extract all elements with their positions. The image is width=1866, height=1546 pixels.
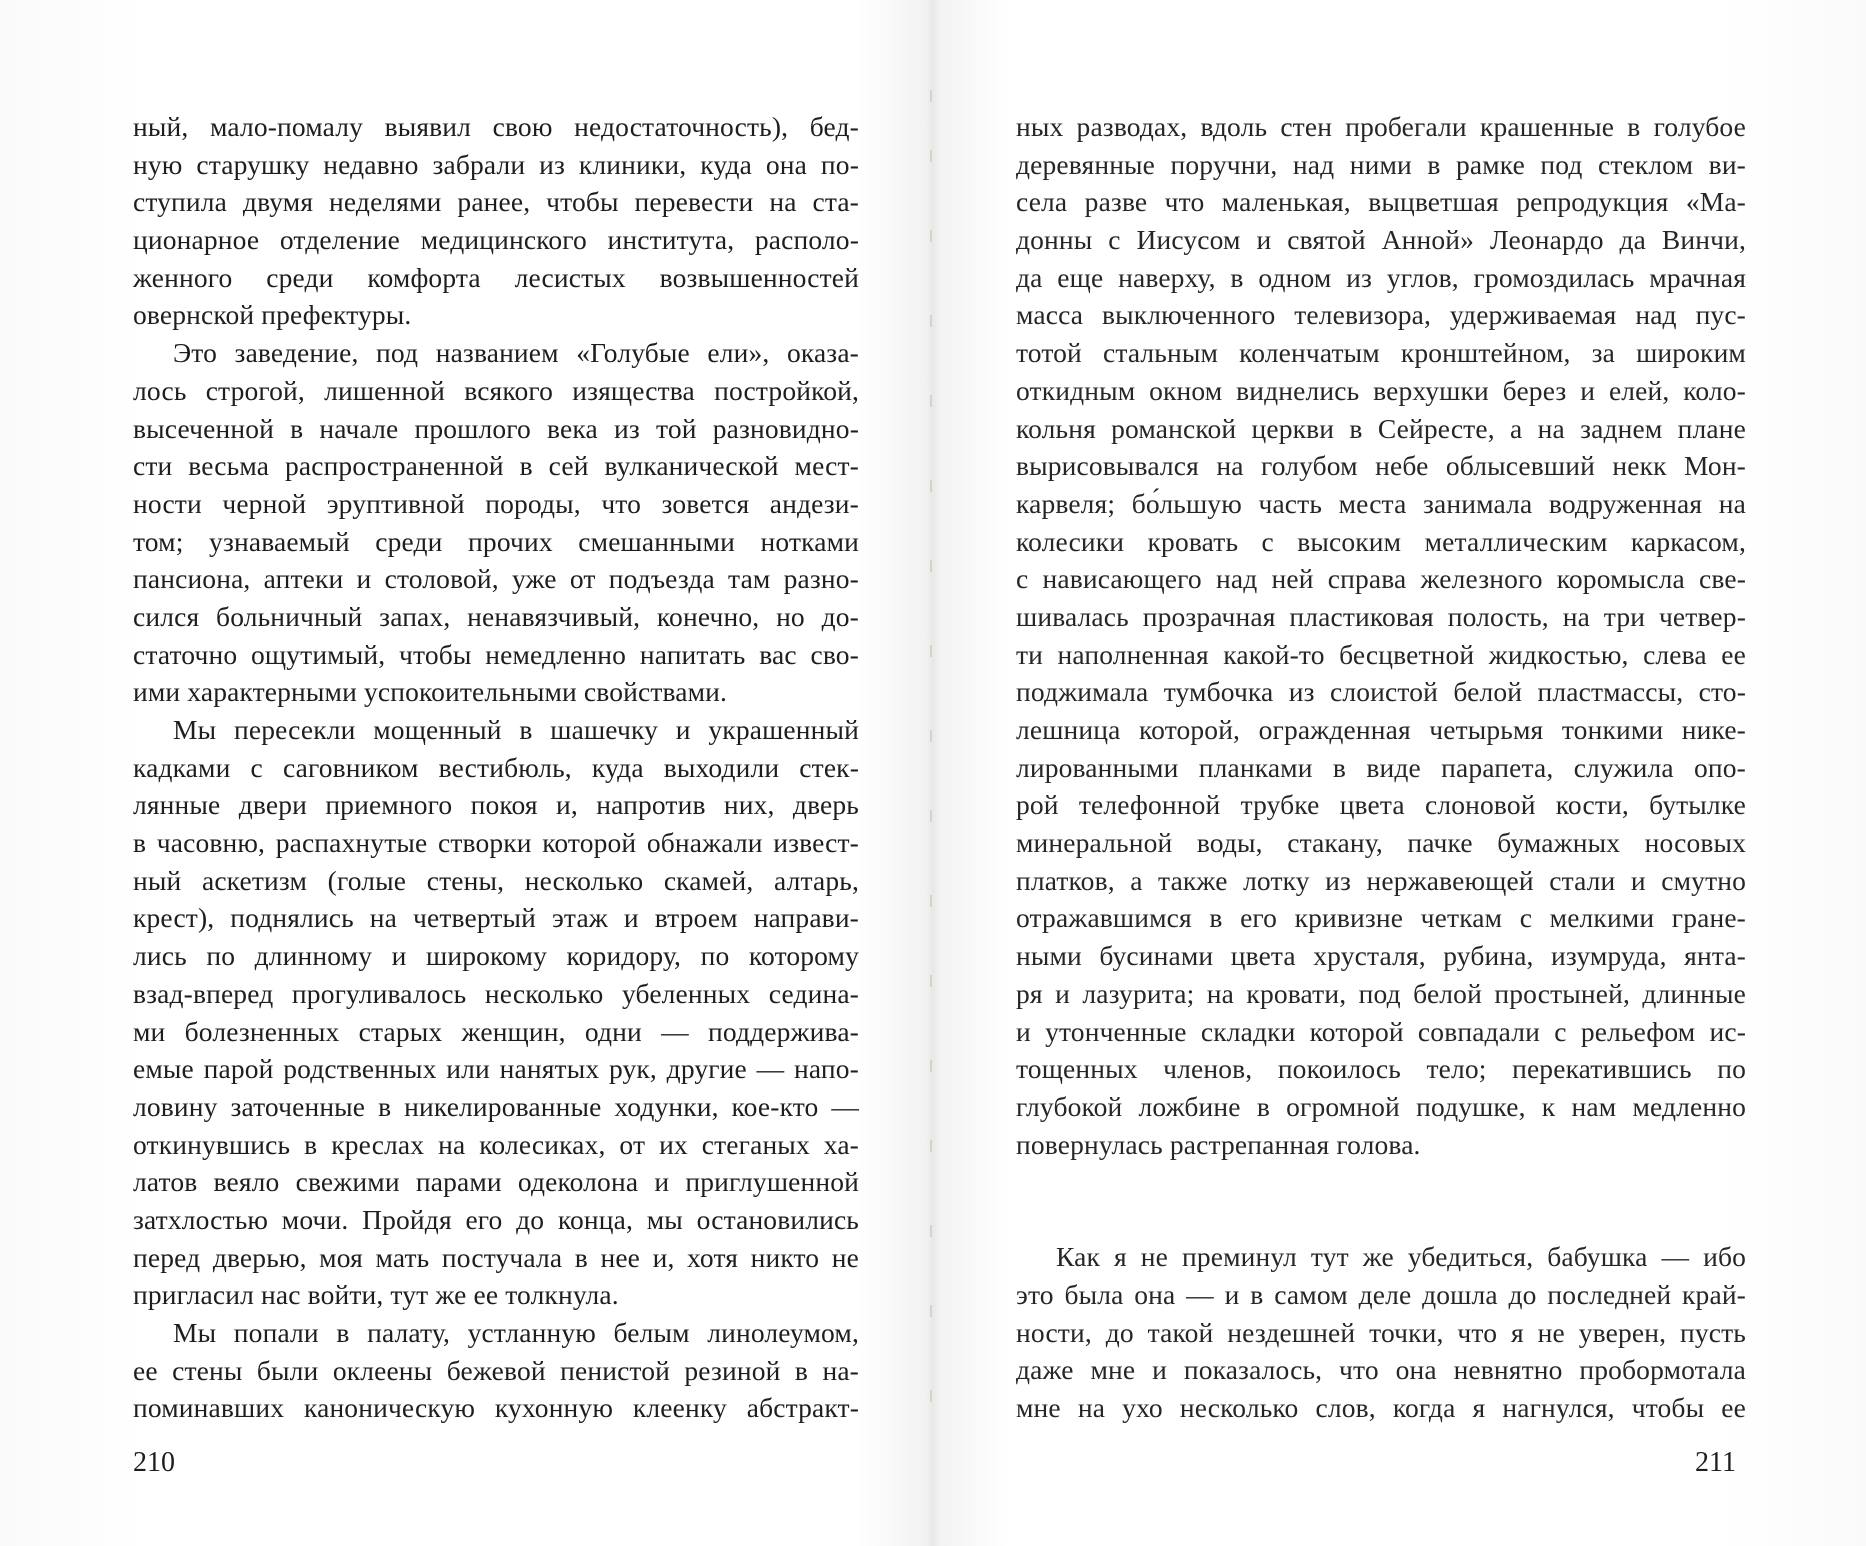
right-page-text-line: даже мне и показалось, что она невнятно пробормотала [1016,1354,1746,1386]
right-page-text-line: отражавшимся в его кривизне четкам с мелкими гране- [1016,902,1746,934]
right-page-text-line: вырисовывался на голубом небе облысевший некк Мон- [1016,450,1746,482]
left-page-text-line: перед дверью, моя мать постучала в нее и, хотя никто не [133,1241,859,1273]
left-page-text-line: ционарное отделение медицинского института, располо- [133,224,859,256]
right-page-text-line: села разве что маленькая, выцветшая репродукция «Ма- [1016,186,1746,218]
right-page-text-line: с нависающего над ней справа железного коромысла све- [1016,563,1746,595]
left-page-text-line: сился больничный запах, ненавязчивый, конечно, но до- [133,600,859,632]
right-page-text-line: ности, до такой нездешней точки, что я не уверен, пусть [1016,1316,1746,1348]
right-page-text-line: глубокой ложбине в огромной подушке, к нам медленно [1016,1090,1746,1122]
left-page-text-line: Мы пересекли мощенный в шашечку и украшенный [173,714,859,745]
left-page-text-line: Мы попали в палату, устланную белым линолеумом, [173,1317,859,1348]
right-page-text-line: тощенных членов, покоилось тело; перекатившись по [1016,1053,1746,1085]
right-page-text-line: кольня романской церкви в Сейресте, а на заднем плане [1016,412,1746,444]
left-page-text-line: лянные двери приемного покоя и, напротив них, дверь [133,789,859,821]
right-page-text-line: и утонченные складки которой совпадали с рельефом ис- [1016,1015,1746,1047]
left-page-text-line: женного среди комфорта лесистых возвышенностей [133,261,859,293]
right-page-text-line: поджимала тумбочка из слоистой белой пластмассы, сто- [1016,676,1746,708]
left-page-text-line: Это заведение, под названием «Голубые ели», оказа- [173,337,859,369]
right-page-section-break [1016,1163,1746,1238]
left-page-text-line: емые парой родственных или нанятых рук, другие — напо- [133,1053,859,1085]
left-page-text-line: ми болезненных старых женщин, одни — поддержива- [133,1015,859,1047]
left-page-text-line: в часовню, распахнутые створки которой обнажали извест- [133,827,859,859]
left-page-text-line: откинувшись в креслах на колесиках, от их стеганых ха- [133,1128,859,1160]
right-page-text-line: ных разводах, вдоль стен пробегали крашенные в голубое [1016,111,1746,142]
right-page-text-line: шивалась прозрачная пластиковая полость, на три четвер- [1016,600,1746,632]
left-page-text-line: высеченной в начале прошлого века из той разновидно- [133,412,859,444]
right-page-text-line: тотой стальным коленчатым кронштейном, за широким [1016,337,1746,369]
left-page-text-line: ее стены были оклеены бежевой пенистой резиной в на- [133,1354,859,1386]
left-page-text-line: сти весьма распространенной в сей вулканической мест- [133,450,859,482]
left-page-text-line: поминавших каноническую кухонную клеенку абстракт- [133,1392,859,1424]
left-page-text-line: ную старушку недавно забрали из клиники, куда она по- [133,148,859,180]
right-page-text-line: да еще наверху, в одном из углов, громоздилась мрачная [1016,261,1746,293]
page-number-left: 210 [133,1447,175,1478]
right-page-text-line: повернулась растрепанная голова. [1016,1128,1421,1160]
right-page-text-line: минеральной воды, стакану, пачке бумажных носовых [1016,827,1746,859]
left-page-text-line: овернской префектуры. [133,299,412,331]
left-page-text-line: взад-вперед прогуливалось несколько убеленных седина- [133,977,859,1009]
right-page-text-line: карвеля; бо́льшую часть места занимала водруженная на [1016,487,1746,519]
right-page-text-line: платков, а также лотку из нержавеющей стали и смутно [1016,864,1746,896]
right-page-text-line: донны с Иисусом и святой Анной» Леонардо да Винчи, [1016,224,1746,256]
left-page-text-line: затхлостью мочи. Пройдя его до конца, мы остановились [133,1203,859,1235]
right-page-text-line: это была она — и в самом деле дошла до последней край- [1016,1278,1746,1310]
left-page-text-line: пансиона, аптеки и столовой, уже от подъезда там разно- [133,563,859,595]
left-page-text-line: ловину заточенные в никелированные ходунки, кое-кто — [133,1090,859,1122]
right-page-text-line: откидным окном виднелись верхушки берез и елей, коло- [1016,374,1746,406]
right-page-text-line: деревянные поручни, над ними в рамке под стеклом ви- [1016,148,1746,180]
right-page-text-line: рой телефонной трубке цвета слоновой кости, бутылке [1016,789,1746,821]
right-page-text-line: лированными планками в виде парапета, служила опо- [1016,751,1746,783]
left-page-text [133,108,859,1427]
right-page-text-line: ря и лазурита; на кровати, под белой простыней, длинные [1016,977,1746,1009]
left-page-text-line: пригласил нас войти, тут же ее толкнула. [133,1279,619,1311]
left-page-text-line: статочно ощутимый, чтобы немедленно напитать вас сво- [133,638,859,670]
right-page-text [1016,108,1746,1427]
left-page-text-line: крест), поднялись на четвертый этаж и втроем направи- [133,902,859,934]
left-page-text-line: том; узнаваемый среди прочих смешанными нотками [133,525,859,557]
right-page-text-line: мне на ухо несколько слов, когда я нагнулся, чтобы ее [1016,1392,1746,1423]
right-page-text-line: колесики кровать с высоким металлическим каркасом, [1016,525,1746,557]
page-number-right: 211 [1695,1447,1736,1478]
left-page-text-line: лись по длинному и широкому коридору, по которому [133,940,859,972]
right-page-text-line: масса выключенного телевизора, удерживаемая над пус- [1016,299,1746,331]
left-page-text-line: латов веяло свежими парами одеколона и приглушенной [133,1166,859,1198]
right-page-text-line: лешница которой, огражденная четырьмя тонкими нике- [1016,714,1746,745]
left-page-text-line: ный, мало-помалу выявил свою недостаточность), бед- [133,111,859,142]
left-page-text-line: ступила двумя неделями ранее, чтобы перевести на ста- [133,186,859,218]
gutter-binding [930,90,936,1470]
right-page-text-line: ти наполненная какой-то бесцветной жидкостью, слева ее [1016,638,1746,670]
left-page-text-line: ими характерными успокоительными свойствами. [133,676,728,708]
right-page-text-line: Как я не преминул тут же убедиться, бабушка — ибо [1056,1241,1746,1273]
left-page-text-line: ный аскетизм (голые стены, несколько скамей, алтарь, [133,864,859,896]
left-page-text-line: кадками с саговником вестибюль, куда выходили стек- [133,751,859,783]
left-page-text-line: ности черной эруптивной породы, что зовется андези- [133,487,859,519]
right-page-text-line: ными бусинами цвета хрусталя, рубина, изумруда, янта- [1016,940,1746,972]
left-page-text-line: лось строгой, лишенной всякого изящества постройкой, [133,374,859,406]
